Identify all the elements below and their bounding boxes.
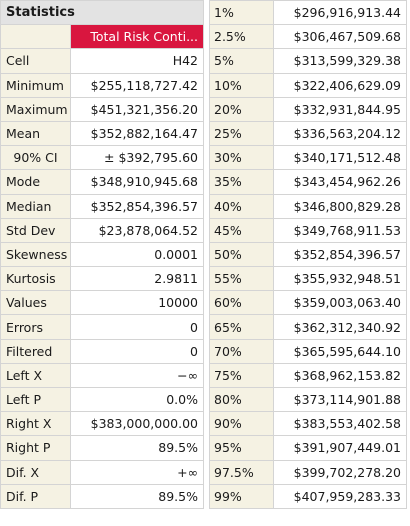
percentile-value[interactable]: $306,467,509.68 [274, 25, 407, 49]
percentile-row-2-5pct [210, 25, 407, 49]
statistic-row-mean [1, 121, 204, 145]
percentile-row-90pct [210, 412, 407, 436]
percentile-row-20pct [210, 97, 407, 121]
percentile-label: 40% [210, 194, 274, 218]
percentile-row-80pct [210, 388, 407, 412]
statistic-label: 90% CI [1, 146, 71, 170]
percentile-row-70pct [210, 339, 407, 363]
percentile-row-10pct [210, 73, 407, 97]
statistic-label: Mean [1, 121, 71, 145]
percentile-value[interactable]: $322,406,629.09 [274, 73, 407, 97]
statistic-row-cell [1, 49, 204, 73]
percentile-row-30pct [210, 146, 407, 170]
statistic-row-minimum [1, 73, 204, 97]
statistic-value[interactable]: 0 [71, 339, 204, 363]
percentile-value[interactable]: $336,563,204.12 [274, 121, 407, 145]
statistic-value[interactable]: −∞ [71, 363, 204, 387]
percentile-label: 50% [210, 242, 274, 266]
statistic-row-median [1, 194, 204, 218]
percentile-value[interactable]: $399,702,278.20 [274, 460, 407, 484]
statistic-value[interactable]: 0 [71, 315, 204, 339]
percentile-label: 80% [210, 388, 274, 412]
statistic-value[interactable]: 10000 [71, 291, 204, 315]
statistic-value[interactable]: $348,910,945.68 [71, 170, 204, 194]
percentile-row-5pct [210, 49, 407, 73]
percentile-label: 2.5% [210, 25, 274, 49]
statistic-value[interactable]: $23,878,064.52 [71, 218, 204, 242]
percentile-value[interactable]: $368,962,153.82 [274, 363, 407, 387]
percentile-row-65pct [210, 315, 407, 339]
statistic-label: Left X [1, 363, 71, 387]
statistic-row-values [1, 291, 204, 315]
percentile-row-1pct [210, 1, 407, 25]
percentile-label: 70% [210, 339, 274, 363]
percentile-label: 45% [210, 218, 274, 242]
percentile-value[interactable]: $373,114,901.88 [274, 388, 407, 412]
percentile-row-95pct [210, 436, 407, 460]
percentile-label: 95% [210, 436, 274, 460]
percentile-value[interactable]: $296,916,913.44 [274, 1, 407, 25]
percentile-row-35pct [210, 170, 407, 194]
header-corner-cell [1, 25, 71, 49]
percentiles-table [209, 0, 407, 509]
percentile-label: 10% [210, 73, 274, 97]
percentile-value[interactable]: $365,595,644.10 [274, 339, 407, 363]
percentile-value[interactable]: $340,171,512.48 [274, 146, 407, 170]
percentile-label: 5% [210, 49, 274, 73]
statistic-value[interactable]: H42 [71, 49, 204, 73]
statistic-row-std-dev [1, 218, 204, 242]
percentile-label: 75% [210, 363, 274, 387]
percentile-row-45pct [210, 218, 407, 242]
percentile-value[interactable]: $383,553,402.58 [274, 412, 407, 436]
percentile-label: 90% [210, 412, 274, 436]
statistic-value[interactable]: $451,321,356.20 [71, 97, 204, 121]
statistic-label: Maximum [1, 97, 71, 121]
statistic-row-filtered [1, 339, 204, 363]
statistic-value[interactable]: $352,882,164.47 [71, 121, 204, 145]
statistics-title: Statistics [1, 1, 204, 25]
statistic-value[interactable]: $383,000,000.00 [71, 412, 204, 436]
statistic-label: Right X [1, 412, 71, 436]
statistic-value[interactable]: 2.9811 [71, 267, 204, 291]
statistic-row-right-x [1, 412, 204, 436]
statistic-row-right-p [1, 436, 204, 460]
percentile-label: 20% [210, 97, 274, 121]
statistic-label: Std Dev [1, 218, 71, 242]
percentile-value[interactable]: $407,959,283.33 [274, 484, 407, 508]
percentile-label: 30% [210, 146, 274, 170]
percentile-row-55pct [210, 267, 407, 291]
statistic-value[interactable]: ± $392,795.60 [71, 146, 204, 170]
statistic-value[interactable]: $352,854,396.57 [71, 194, 204, 218]
statistic-value[interactable]: 0.0% [71, 388, 204, 412]
statistic-label: Mode [1, 170, 71, 194]
percentile-value[interactable]: $355,932,948.51 [274, 267, 407, 291]
percentile-label: 55% [210, 267, 274, 291]
percentile-value[interactable]: $349,768,911.53 [274, 218, 407, 242]
statistic-value[interactable]: $255,118,727.42 [71, 73, 204, 97]
statistic-row-maximum [1, 97, 204, 121]
statistic-label: Kurtosis [1, 267, 71, 291]
percentile-value[interactable]: $362,312,340.92 [274, 315, 407, 339]
series-column-header[interactable]: Total Risk Conti... [71, 25, 204, 49]
statistic-label: Minimum [1, 73, 71, 97]
statistics-table [0, 0, 204, 509]
percentile-label: 35% [210, 170, 274, 194]
statistic-label: Left P [1, 388, 71, 412]
percentile-value[interactable]: $332,931,844.95 [274, 97, 407, 121]
percentile-label: 60% [210, 291, 274, 315]
percentile-label: 65% [210, 315, 274, 339]
percentile-value[interactable]: $359,003,063.40 [274, 291, 407, 315]
percentile-label: 97.5% [210, 460, 274, 484]
percentile-row-40pct [210, 194, 407, 218]
statistic-label: Values [1, 291, 71, 315]
percentile-label: 99% [210, 484, 274, 508]
statistic-row-kurtosis [1, 267, 204, 291]
statistic-row-90pct-ci [1, 146, 204, 170]
statistic-row-dif--x [1, 460, 204, 484]
statistic-value[interactable]: 89.5% [71, 484, 204, 508]
percentile-value[interactable]: $352,854,396.57 [274, 242, 407, 266]
statistic-value[interactable]: 0.0001 [71, 242, 204, 266]
statistic-row-dif--p [1, 484, 204, 508]
percentile-row-99pct [210, 484, 407, 508]
percentile-value[interactable]: $343,454,962.26 [274, 170, 407, 194]
percentile-row-60pct [210, 291, 407, 315]
percentile-label: 25% [210, 121, 274, 145]
statistic-row-skewness [1, 242, 204, 266]
percentile-value[interactable]: $346,800,829.28 [274, 194, 407, 218]
statistic-label: Median [1, 194, 71, 218]
statistic-label: Filtered [1, 339, 71, 363]
statistic-value[interactable]: 89.5% [71, 436, 204, 460]
statistic-label: Errors [1, 315, 71, 339]
statistic-label: Cell [1, 49, 71, 73]
percentile-row-97-5pct [210, 460, 407, 484]
statistic-label: Dif. P [1, 484, 71, 508]
statistic-label: Right P [1, 436, 71, 460]
percentile-row-50pct [210, 242, 407, 266]
percentile-value[interactable]: $391,907,449.01 [274, 436, 407, 460]
statistic-row-errors [1, 315, 204, 339]
statistic-row-left-x [1, 363, 204, 387]
percentile-row-75pct [210, 363, 407, 387]
percentile-value[interactable]: $313,599,329.38 [274, 49, 407, 73]
statistic-label: Dif. X [1, 460, 71, 484]
statistic-value[interactable]: +∞ [71, 460, 204, 484]
percentile-row-25pct [210, 121, 407, 145]
statistics-title-row [1, 1, 204, 25]
statistic-row-mode [1, 170, 204, 194]
statistic-row-left-p [1, 388, 204, 412]
statistic-label: Skewness [1, 242, 71, 266]
percentile-label: 1% [210, 1, 274, 25]
column-header-row [1, 25, 204, 49]
